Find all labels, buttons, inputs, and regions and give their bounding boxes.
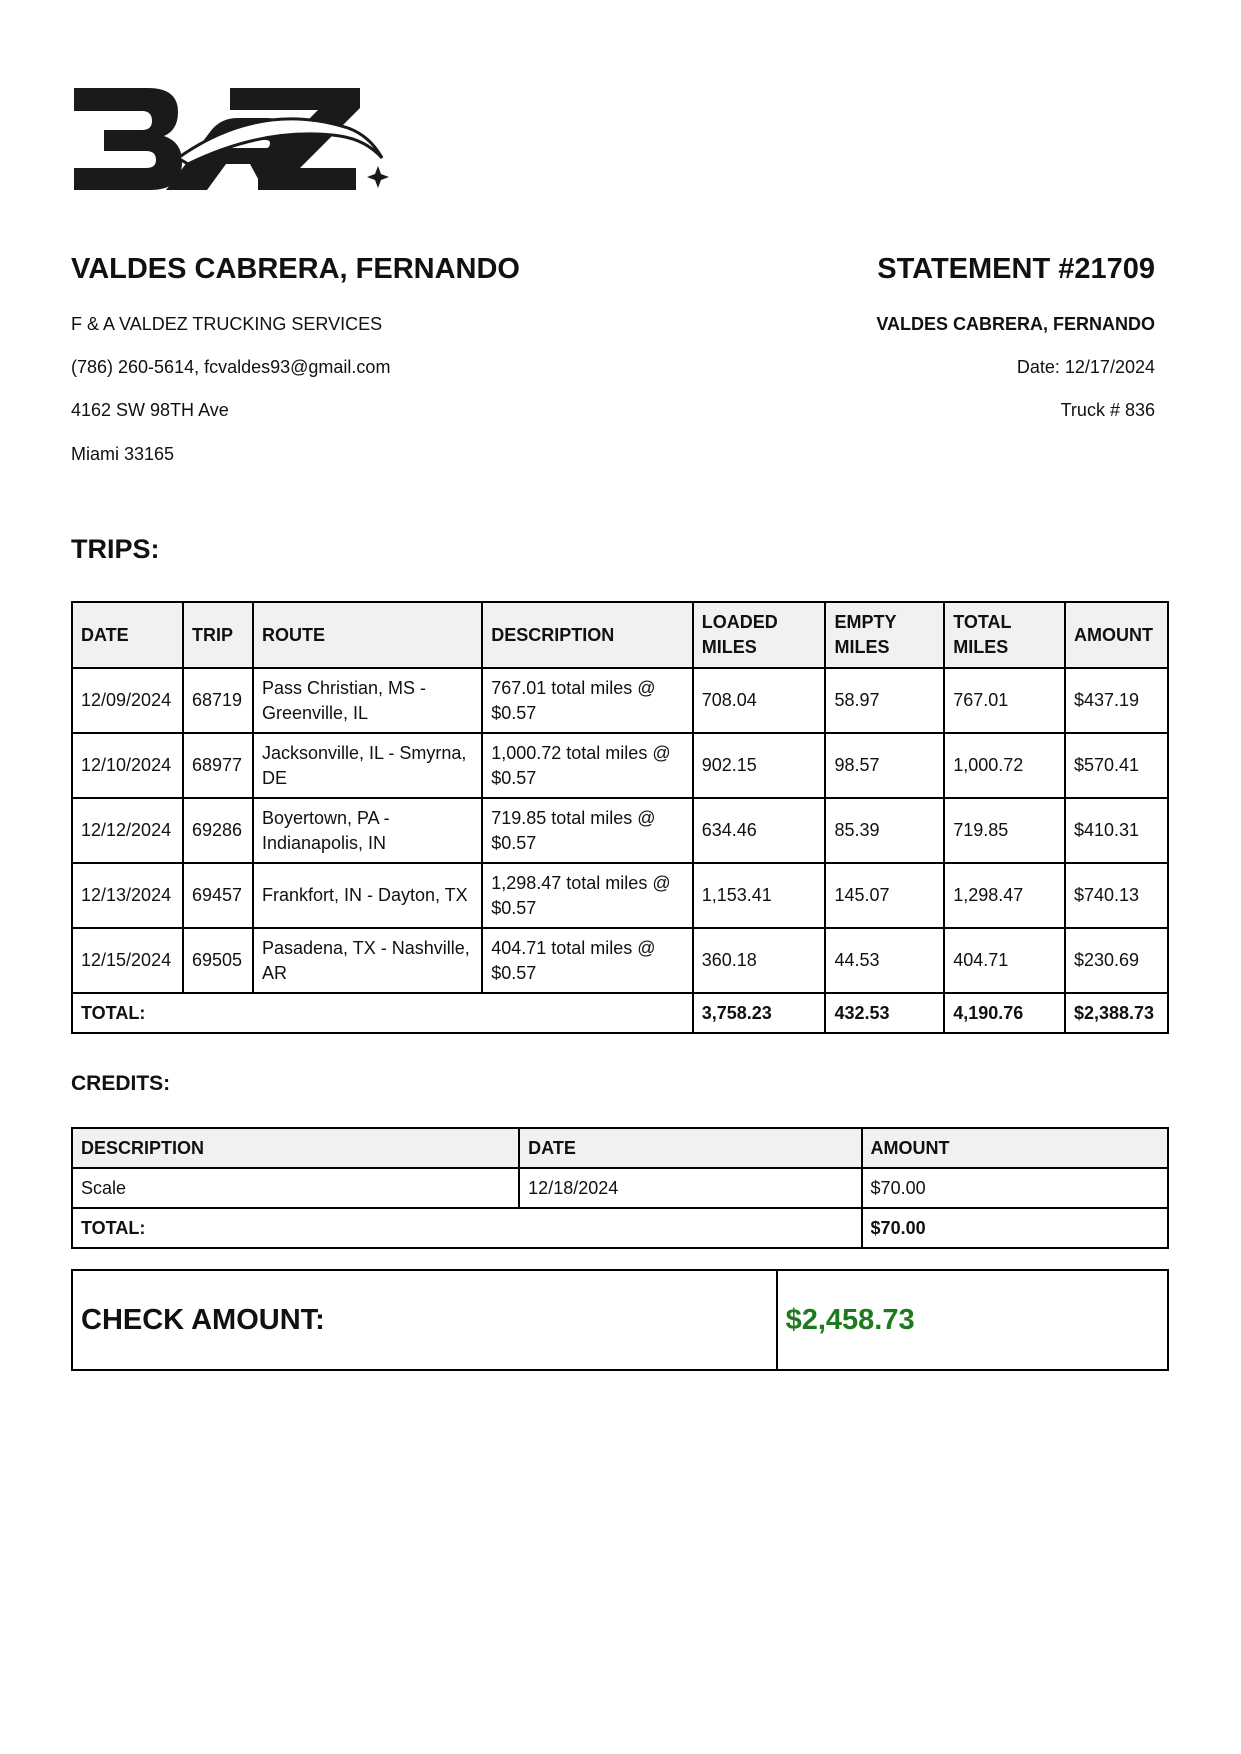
trip-empty-miles: 98.57 xyxy=(825,733,944,798)
truck-number: Truck # 836 xyxy=(1060,400,1155,420)
contact-info: (786) 260-5614, fcvaldes93@gmail.com xyxy=(71,357,391,377)
credits-heading: CREDITS: xyxy=(71,1072,171,1095)
trip-amount: $437.19 xyxy=(1065,668,1168,733)
trip-amount: $740.13 xyxy=(1065,863,1168,928)
trip-description: 1,000.72 total miles @ $0.57 xyxy=(482,733,693,798)
trip-date: 12/09/2024 xyxy=(72,668,183,733)
trip-route: Jacksonville, IL - Smyrna, DE xyxy=(253,733,482,798)
trip-number: 68977 xyxy=(183,733,253,798)
trips-total-loaded: 3,758.23 xyxy=(693,993,826,1033)
trip-amount: $410.31 xyxy=(1065,798,1168,863)
trip-loaded-miles: 1,153.41 xyxy=(693,863,826,928)
credit-date: 12/18/2024 xyxy=(519,1168,861,1208)
check-amount-row xyxy=(72,1270,1168,1370)
col-amount: AMOUNT xyxy=(1065,602,1168,668)
table-row xyxy=(72,928,1168,993)
trips-total-empty: 432.53 xyxy=(825,993,944,1033)
trip-empty-miles: 44.53 xyxy=(825,928,944,993)
trip-empty-miles: 145.07 xyxy=(825,863,944,928)
col-credit-date: DATE xyxy=(519,1128,861,1168)
table-row xyxy=(72,668,1168,733)
check-amount-table xyxy=(71,1269,1169,1371)
trip-route: Pass Christian, MS - Greenville, IL xyxy=(253,668,482,733)
trip-amount: $570.41 xyxy=(1065,733,1168,798)
address-line-2: Miami 33165 xyxy=(71,444,175,464)
trips-header-row xyxy=(72,602,1168,668)
table-row xyxy=(72,1168,1168,1208)
trip-amount: $230.69 xyxy=(1065,928,1168,993)
trip-total-miles: 767.01 xyxy=(944,668,1065,733)
col-credit-amount: AMOUNT xyxy=(862,1128,1168,1168)
brz-logo xyxy=(70,80,390,195)
trip-empty-miles: 58.97 xyxy=(825,668,944,733)
trip-description: 767.01 total miles @ $0.57 xyxy=(482,668,693,733)
trips-total-miles: 4,190.76 xyxy=(944,993,1065,1033)
trip-loaded-miles: 708.04 xyxy=(693,668,826,733)
table-row xyxy=(72,733,1168,798)
col-credit-description: DESCRIPTION xyxy=(72,1128,519,1168)
driver-name: VALDES CABRERA, FERNANDO xyxy=(71,253,520,285)
statement-title: STATEMENT #21709 xyxy=(877,253,1155,285)
trip-route: Frankfort, IN - Dayton, TX xyxy=(253,863,482,928)
trip-total-miles: 1,000.72 xyxy=(944,733,1065,798)
trip-date: 12/13/2024 xyxy=(72,863,183,928)
trip-total-miles: 1,298.47 xyxy=(944,863,1065,928)
trip-number: 68719 xyxy=(183,668,253,733)
col-description: DESCRIPTION xyxy=(482,602,693,668)
trip-total-miles: 404.71 xyxy=(944,928,1065,993)
trip-description: 719.85 total miles @ $0.57 xyxy=(482,798,693,863)
col-date: DATE xyxy=(72,602,183,668)
table-row xyxy=(72,863,1168,928)
trip-number: 69505 xyxy=(183,928,253,993)
trip-route: Pasadena, TX - Nashville, AR xyxy=(253,928,482,993)
trip-loaded-miles: 902.15 xyxy=(693,733,826,798)
trip-description: 1,298.47 total miles @ $0.57 xyxy=(482,863,693,928)
trip-date: 12/10/2024 xyxy=(72,733,183,798)
trip-number: 69286 xyxy=(183,798,253,863)
col-route: ROUTE xyxy=(253,602,482,668)
address-line-1: 4162 SW 98TH Ave xyxy=(71,400,229,420)
trips-table xyxy=(71,601,1169,1034)
trips-total-amount: $2,388.73 xyxy=(1065,993,1168,1033)
trip-date: 12/12/2024 xyxy=(72,798,183,863)
trips-heading: TRIPS: xyxy=(71,534,160,564)
credits-header-row xyxy=(72,1128,1168,1168)
company-name: F & A VALDEZ TRUCKING SERVICES xyxy=(71,314,383,334)
trip-description: 404.71 total miles @ $0.57 xyxy=(482,928,693,993)
sparkle-icon xyxy=(367,166,389,188)
col-loaded-miles: LOADED MILES xyxy=(693,602,826,668)
logo-b-shape xyxy=(74,88,182,190)
col-total-miles: TOTAL MILES xyxy=(944,602,1065,668)
credit-amount: $70.00 xyxy=(862,1168,1168,1208)
statement-date: Date: 12/17/2024 xyxy=(1016,357,1155,377)
trip-loaded-miles: 360.18 xyxy=(693,928,826,993)
trips-total-label: TOTAL: xyxy=(72,993,693,1033)
col-empty-miles: EMPTY MILES xyxy=(825,602,944,668)
trip-date: 12/15/2024 xyxy=(72,928,183,993)
table-row xyxy=(72,798,1168,863)
trip-total-miles: 719.85 xyxy=(944,798,1065,863)
credits-total-row xyxy=(72,1208,1168,1248)
credit-description: Scale xyxy=(72,1168,519,1208)
credits-total-label: TOTAL: xyxy=(72,1208,862,1248)
trip-number: 69457 xyxy=(183,863,253,928)
credits-table xyxy=(71,1127,1169,1249)
col-trip: TRIP xyxy=(183,602,253,668)
statement-name: VALDES CABRERA, FERNANDO xyxy=(876,314,1155,334)
check-amount-value: $2,458.73 xyxy=(777,1270,1168,1370)
trip-empty-miles: 85.39 xyxy=(825,798,944,863)
trip-loaded-miles: 634.46 xyxy=(693,798,826,863)
trips-total-row xyxy=(72,993,1168,1033)
credits-total-amount: $70.00 xyxy=(862,1208,1168,1248)
check-amount-label: CHECK AMOUNT: xyxy=(72,1270,777,1370)
trip-route: Boyertown, PA - Indianapolis, IN xyxy=(253,798,482,863)
